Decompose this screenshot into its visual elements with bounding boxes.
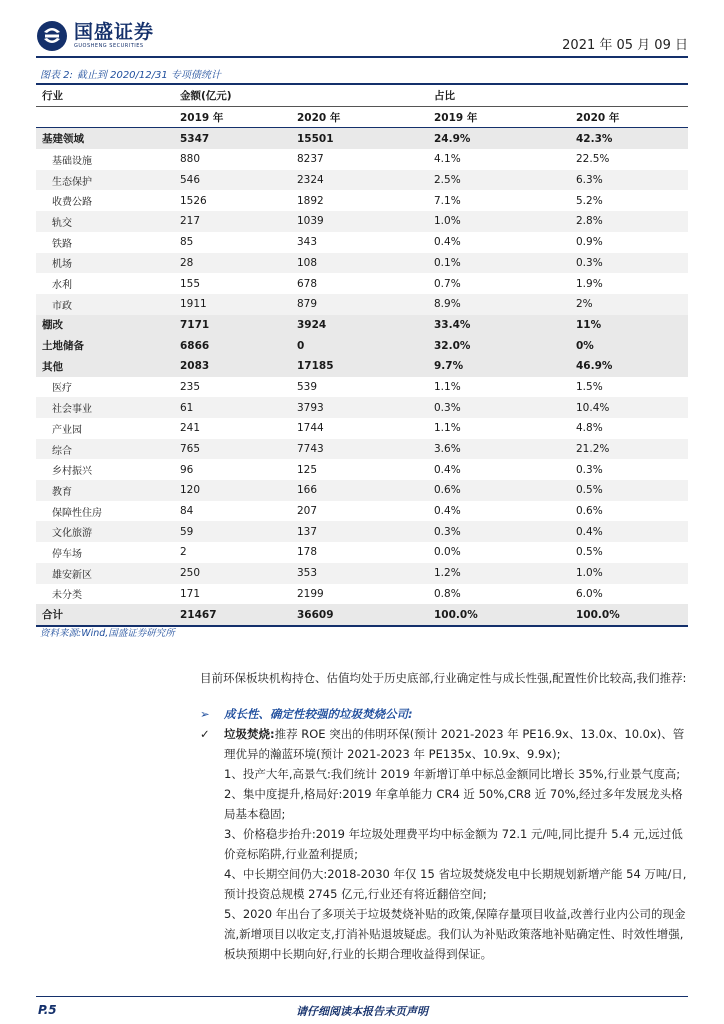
cell-v2020: 343 [297, 236, 318, 249]
table-row [36, 253, 688, 274]
year-header: 2020 年 [570, 106, 688, 128]
table-row [36, 584, 688, 605]
cell-v2019: 2083 [174, 356, 291, 377]
cell-p2020: 4.8% [576, 422, 603, 435]
cell-v2019: 21467 [174, 604, 291, 626]
table-row [36, 232, 688, 253]
cell-p2019: 0.1% [428, 253, 570, 274]
cell-name: 医疗 [52, 383, 72, 395]
cell-p2020: 0.5% [570, 480, 688, 501]
reason-item: 1、投产大年,高景气:我们统计 2019 年新增订单中标总金额同比增长 35%,行业景气度高; [224, 767, 681, 781]
cell-p2020: 0.9% [576, 236, 603, 249]
cell-v2020: 3924 [291, 315, 428, 336]
cell-p2020: 21.2% [570, 439, 688, 460]
cell-p2020: 0.5% [576, 546, 603, 559]
cell-p2020: 5.2% [576, 194, 603, 207]
cell-p2020: 2.8% [570, 211, 688, 232]
header-industry: 行业 [36, 84, 174, 106]
cell-v2019: 84 [180, 505, 194, 518]
cell-v2020: 15501 [291, 128, 428, 149]
cell-name: 保障性住房 [52, 507, 102, 519]
report-body [200, 668, 688, 964]
cell-p2019: 0.4% [434, 463, 461, 476]
cell-v2019: 546 [174, 170, 291, 191]
table-row [36, 480, 688, 501]
cell-v2019: 5347 [174, 128, 291, 149]
year-header: 2020 年 [291, 106, 428, 128]
cell-name: 文化旅游 [36, 521, 174, 542]
reason-list [200, 764, 688, 964]
figure-label: 图表 2: [40, 70, 73, 81]
reason-item: 5、2020 年出台了多项关于垃圾焚烧补贴的政策,保障存量项目收益,改善行业内公司的现金流,新增项目以收定支,打消补贴退坡疑虑。我们认为补贴政策落地补贴确定性、时效性增强,板块预期中长期向好,行业的长期合理收益得到保证。 [224, 907, 686, 961]
cell-v2020: 178 [297, 546, 318, 559]
company-name-en: GUOSHENG SECURITIES [74, 43, 144, 49]
cell-name: 土地储备 [36, 335, 174, 356]
figure-source: 资料来源:Wind,国盛证券研究所 [40, 628, 175, 639]
cell-v2020: 539 [297, 380, 318, 393]
cell-p2019: 0.3% [428, 397, 570, 418]
table-category-row [36, 315, 688, 336]
cell-name: 市政 [36, 294, 174, 315]
cell-name: 其他 [36, 356, 174, 377]
cell-v2020: 108 [291, 253, 428, 274]
cell-p2019: 0.4% [434, 236, 461, 249]
cell-p2020: 6.3% [570, 170, 688, 191]
cell-v2020: 879 [291, 294, 428, 315]
cell-v2020: 2199 [297, 587, 324, 600]
cell-v2020: 2324 [291, 170, 428, 191]
cell-v2019: 28 [174, 253, 291, 274]
cell-v2020: 678 [297, 277, 318, 290]
cell-name: 未分类 [52, 590, 82, 602]
company-logo [36, 20, 154, 52]
cell-v2019: 171 [180, 587, 201, 600]
table-year-row [36, 106, 688, 128]
cell-v2020: 125 [297, 463, 318, 476]
cell-v2020: 17185 [291, 356, 428, 377]
recommendation-item [200, 724, 688, 764]
cell-p2019: 0.6% [428, 480, 570, 501]
cell-name: 乡村振兴 [52, 466, 92, 478]
cell-p2019: 3.6% [428, 439, 570, 460]
cell-v2019: 85 [180, 236, 194, 249]
cell-v2020: 7743 [291, 439, 428, 460]
cell-p2019: 0.3% [428, 521, 570, 542]
intro-paragraph: 目前环保板块机构持仓、估值均处于历史底部,行业确定性与成长性强,配置性价比较高,我们推荐: [200, 671, 687, 685]
cell-v2019: 2 [180, 546, 187, 559]
cell-v2020: 1892 [297, 194, 324, 207]
cell-name: 铁路 [52, 238, 72, 250]
table-row [36, 170, 688, 191]
reason-item: 2、集中度提升,格局好:2019 年拿单能力 CR4 近 50%,CR8 近 70%,经过多年发展龙头格局基本稳固; [224, 787, 683, 821]
cell-p2019: 1.1% [434, 380, 461, 393]
cell-v2020: 166 [291, 480, 428, 501]
cell-p2019: 100.0% [428, 604, 570, 626]
cell-v2019: 7171 [174, 315, 291, 336]
cell-p2020: 46.9% [570, 356, 688, 377]
cell-v2019: 120 [174, 480, 291, 501]
table-row [36, 459, 688, 480]
cell-v2019: 241 [180, 422, 201, 435]
recommendation-title: 垃圾焚烧: [224, 727, 275, 741]
cell-p2019: 0.4% [434, 505, 461, 518]
table-row [36, 501, 688, 522]
cell-v2020: 207 [297, 505, 318, 518]
table-header-row [36, 84, 688, 106]
table-category-row [36, 356, 688, 377]
cell-v2020: 3793 [291, 397, 428, 418]
table-row [36, 190, 688, 211]
cell-name: 基建领域 [36, 128, 174, 149]
cell-v2019: 880 [180, 153, 201, 166]
cell-name: 轨交 [36, 211, 174, 232]
cell-name: 产业园 [52, 424, 82, 436]
cell-p2019: 24.9% [428, 128, 570, 149]
cell-p2020: 10.4% [570, 397, 688, 418]
cell-p2020: 11% [570, 315, 688, 336]
cell-name: 机场 [36, 253, 174, 274]
cell-name: 教育 [36, 480, 174, 501]
cell-p2019: 33.4% [428, 315, 570, 336]
cell-p2019: 2.5% [428, 170, 570, 191]
cell-v2019: 96 [180, 463, 194, 476]
table-row [36, 563, 688, 584]
table-row [36, 211, 688, 232]
cell-p2019: 1.0% [428, 211, 570, 232]
table-row [36, 377, 688, 398]
cell-v2019: 155 [180, 277, 201, 290]
page-header [36, 20, 688, 52]
year-header: 2019 年 [428, 106, 570, 128]
cell-v2020: 353 [291, 563, 428, 584]
cell-p2020: 100.0% [570, 604, 688, 626]
special-bond-table [36, 83, 688, 627]
year-header: 2019 年 [174, 106, 291, 128]
cell-v2019: 217 [174, 211, 291, 232]
report-date: 2021 年 05 月 09 日 [562, 38, 688, 53]
cell-v2020: 8237 [297, 153, 324, 166]
cell-p2020: 0.4% [570, 521, 688, 542]
footer-disclaimer: 请仔细阅读本报告末页声明 [296, 1005, 428, 1018]
cell-name: 雄安新区 [36, 563, 174, 584]
cell-p2019: 8.9% [428, 294, 570, 315]
subhead-text: 成长性、确定性较强的垃圾焚烧公司: [224, 707, 413, 721]
cell-p2019: 1.1% [434, 422, 461, 435]
cell-name: 停车场 [52, 548, 82, 560]
cell-p2020: 42.3% [570, 128, 688, 149]
cell-v2019: 235 [180, 380, 201, 393]
table-row [36, 149, 688, 170]
reason-item: 3、价格稳步抬升:2019 年垃圾处理费平均中标金额为 72.1 元/吨,同比提升 5.4 元,远过低价竞标陷阱,行业盈利提质; [224, 827, 683, 861]
cell-p2020: 22.5% [576, 153, 610, 166]
table-row [36, 294, 688, 315]
cell-v2019: 59 [174, 521, 291, 542]
table-row [36, 397, 688, 418]
cell-p2020: 6.0% [576, 587, 603, 600]
cell-p2020: 0.6% [576, 505, 603, 518]
cell-v2019: 61 [174, 397, 291, 418]
cell-name: 合计 [36, 604, 174, 626]
cell-p2019: 9.7% [428, 356, 570, 377]
cell-v2019: 765 [174, 439, 291, 460]
table-row [36, 418, 688, 439]
cell-name: 棚改 [36, 315, 174, 336]
cell-p2020: 1.9% [576, 277, 603, 290]
cell-p2019: 32.0% [428, 335, 570, 356]
checkmark-icon: ✓ [200, 727, 210, 741]
table-category-row [36, 128, 688, 149]
cell-v2020: 1039 [291, 211, 428, 232]
recommendation-subhead [200, 704, 688, 724]
header-amount: 金额(亿元) [174, 84, 291, 106]
cell-p2019: 7.1% [434, 194, 461, 207]
cell-p2020: 0% [570, 335, 688, 356]
cell-name: 社会事业 [36, 397, 174, 418]
cell-p2020: 1.5% [576, 380, 603, 393]
cell-name: 基础设施 [52, 155, 92, 167]
logo-mark-icon [36, 20, 68, 52]
figure-title: 截止到 2020/12/31 专项债统计 [76, 70, 221, 81]
cell-p2020: 1.0% [570, 563, 688, 584]
cell-p2019: 1.2% [428, 563, 570, 584]
cell-name: 综合 [36, 439, 174, 460]
cell-p2019: 0.0% [434, 546, 461, 559]
cell-p2020: 0.3% [570, 253, 688, 274]
cell-name: 水利 [52, 280, 72, 292]
cell-v2020: 1744 [297, 422, 324, 435]
header-divider [36, 56, 688, 58]
cell-v2020: 137 [291, 521, 428, 542]
cell-name: 生态保护 [36, 170, 174, 191]
table-category-row [36, 335, 688, 356]
footer-divider [36, 996, 688, 997]
cell-p2020: 0.3% [576, 463, 603, 476]
cell-v2019: 6866 [174, 335, 291, 356]
table-row [36, 521, 688, 542]
reason-item: 4、中长期空间仍大:2018-2030 年仅 15 省垃圾焚烧发电中长期规划新增产能 54 万吨/日,预计投资总规模 2745 亿元,行业还有将近翻倍空间; [224, 867, 687, 901]
figure-caption [40, 66, 221, 81]
arrow-icon: ➢ [200, 707, 210, 721]
cell-v2020: 0 [291, 335, 428, 356]
table-row [36, 542, 688, 563]
cell-p2019: 4.1% [434, 153, 461, 166]
cell-v2019: 250 [174, 563, 291, 584]
table-row [36, 273, 688, 294]
table-total-row [36, 604, 688, 626]
cell-name: 收费公路 [52, 197, 92, 209]
table-row [36, 439, 688, 460]
cell-p2019: 0.7% [434, 277, 461, 290]
company-name: 国盛证券 [74, 21, 155, 43]
cell-v2019: 1526 [180, 194, 207, 207]
page-number: P.5 [38, 1003, 57, 1017]
cell-v2019: 1911 [174, 294, 291, 315]
recommendation-text: 推荐 ROE 突出的伟明环保(预计 2021-2023 年 PE16.9x、13.0x、10.0x)、管理优异的瀚蓝环境(预计 2021-2023 年 PE135x、10.9x、9.9x); [224, 727, 685, 761]
cell-v2020: 36609 [291, 604, 428, 626]
cell-p2020: 2% [570, 294, 688, 315]
cell-p2019: 0.8% [434, 587, 461, 600]
header-share: 占比 [428, 84, 570, 106]
